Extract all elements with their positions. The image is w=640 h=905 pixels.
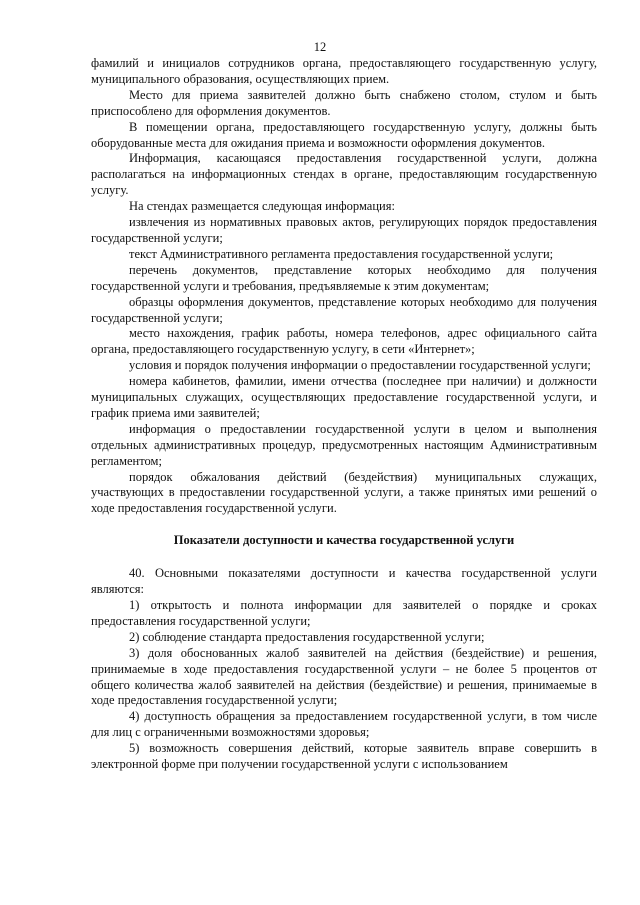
paragraph: номера кабинетов, фамилии, имени отчества (последнее при наличии) и должности муниципальных служащих, осуществляющих предоставление государственной услуги, и график приема ими заявителей; — [91, 374, 597, 420]
paragraph: условия и порядок получения информации о предоставлении государственной услуги; — [129, 358, 591, 373]
paragraph: порядок обжалования действий (бездействия) муниципальных служащих, участвующих в предоставлении государственной услуги, а также принятых ими решений о ходе предоставления государственной услуги. — [91, 469, 597, 516]
paragraph: 1) открытость и полнота информации для заявителей о порядке и сроках предоставления государственной услуги; — [91, 598, 597, 628]
paragraph: образцы оформления документов, представление которых необходимо для получения государственной услуги; — [91, 294, 597, 325]
document-body — [91, 56, 597, 773]
paragraph: текст Административного регламента предоставления государственной услуги; — [129, 246, 554, 261]
paragraph: 40. Основными показателями доступности и качества государственной услуги являются: — [91, 566, 597, 597]
paragraph: Информация, касающаяся предоставления государственной услуги, должна располагаться на информационных стендах в органе, предоставляющим государственную услугу. — [91, 151, 597, 198]
paragraph: информация о предоставлении государственной услуги в целом и выполнения отдельных административных процедур, предусмотренных настоящим Административным регламентом; — [91, 421, 597, 468]
paragraph: 3) доля обоснованных жалоб заявителей на действия (бездействие) и решения, принимаемые в ходе предоставления государственной услуги – не более 5 процентов от общего количества жалоб заявителей на действия (бездействие) и решения, принимаемые в ходе предоставления государственной услуги; — [91, 645, 597, 708]
paragraph: На стендах размещается следующая информация: — [129, 199, 395, 214]
paragraph: 5) возможность совершения действий, которые заявитель вправе совершить в электронной форме при получении государственной услуги с использованием — [91, 741, 597, 772]
paragraph: 4) доступность обращения за предоставлением государственной услуги, в том числе для лиц с ограниченными возможностями здоровья; — [91, 709, 597, 740]
paragraph: Место для приема заявителей должно быть снабжено столом, стулом и быть приспособлено для оформления документов. — [91, 87, 597, 118]
paragraph: перечень документов, представление которых необходимо для получения государственной услуги и требования, предъявляемые к этим документам; — [91, 262, 597, 293]
page-number: 12 — [313, 40, 327, 54]
paragraph: место нахождения, график работы, номера телефонов, адрес официального сайта органа, предоставляющего государственную услугу, в сети «Интернет»; — [91, 326, 597, 357]
paragraph: фамилий и инициалов сотрудников органа, предоставляющего государственную услугу, муниципального образования, осуществляющих прием. — [91, 56, 597, 86]
paragraph: извлечения из нормативных правовых актов, регулирующих порядок предоставления государственной услуги; — [91, 215, 597, 245]
paragraph: В помещении органа, предоставляющего государственную услугу, должны быть оборудованные места для ожидания приема и возможности оформления документов. — [91, 119, 597, 150]
paragraph: 2) соблюдение стандарта предоставления государственной услуги; — [129, 629, 485, 644]
section-heading: Показатели доступности и качества государственной услуги — [173, 533, 515, 548]
